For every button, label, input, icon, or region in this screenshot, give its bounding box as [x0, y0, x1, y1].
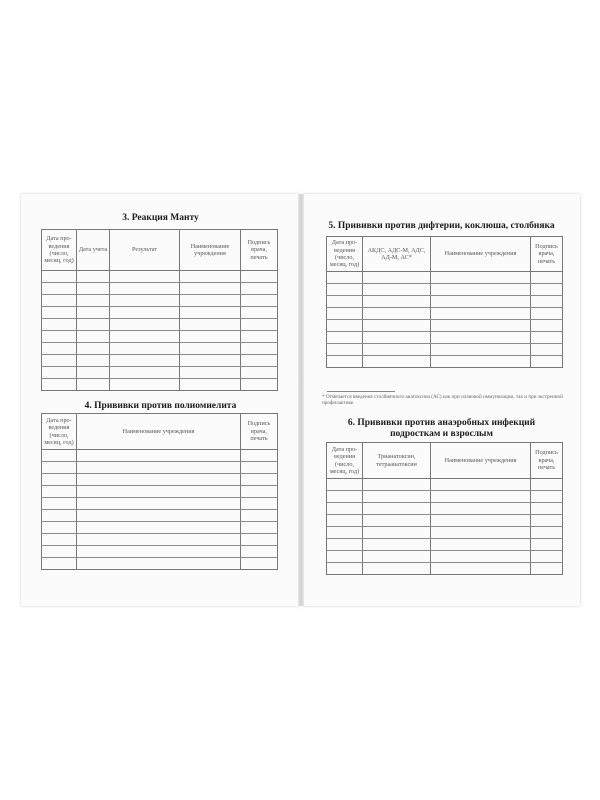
empty-cell[interactable] [110, 379, 180, 391]
empty-cell[interactable] [531, 479, 563, 491]
empty-cell[interactable] [110, 343, 180, 355]
footnote-text: * Отмечается введение столбнячного анатоксина (АС) как при плановой иммунизации, так и при экстренной профилактике. [322, 394, 563, 407]
empty-cell[interactable] [431, 308, 531, 320]
header-institution: Наименование учреждения [180, 230, 241, 271]
table-row [42, 355, 278, 367]
empty-cell[interactable] [241, 307, 278, 319]
empty-cell[interactable] [42, 498, 77, 510]
empty-cell[interactable] [77, 486, 241, 498]
empty-cell[interactable] [180, 379, 241, 391]
empty-cell[interactable] [77, 295, 110, 307]
empty-cell[interactable] [180, 343, 241, 355]
empty-cell[interactable] [363, 539, 431, 551]
header-result: Результат [110, 230, 180, 271]
table-row [327, 296, 563, 308]
polio-table [41, 413, 278, 570]
empty-cell[interactable] [77, 379, 110, 391]
table-row [327, 320, 563, 332]
empty-cell[interactable] [431, 296, 531, 308]
empty-cell[interactable] [77, 355, 110, 367]
empty-cell[interactable] [42, 367, 77, 379]
table-row [42, 450, 278, 462]
mantoux-table [41, 229, 278, 391]
empty-cell[interactable] [327, 272, 363, 284]
header-signature: Подпись врача, печать [241, 230, 278, 271]
header-reading-date: Дата учета [77, 230, 110, 271]
table-row [327, 563, 563, 575]
header-date: Дата про-ведения (число, месяц, год) [42, 230, 77, 271]
empty-cell[interactable] [42, 355, 77, 367]
empty-cell[interactable] [327, 527, 363, 539]
table-row [327, 527, 563, 539]
header-institution: Наименование учреждения [431, 237, 531, 272]
empty-cell[interactable] [110, 295, 180, 307]
empty-cell[interactable] [241, 367, 278, 379]
empty-cell[interactable] [531, 284, 563, 296]
header-signature: Подпись врача, печать [241, 414, 278, 450]
empty-cell[interactable] [241, 474, 278, 486]
empty-cell[interactable] [241, 319, 278, 331]
empty-cell[interactable] [531, 491, 563, 503]
table-row [42, 462, 278, 474]
empty-cell[interactable] [241, 283, 278, 295]
empty-cell[interactable] [431, 332, 531, 344]
empty-cell[interactable] [431, 503, 531, 515]
empty-cell[interactable] [431, 272, 531, 284]
dtp-title: 5. Прививки против дифтерии, коклюша, столбняка [328, 221, 555, 231]
empty-cell[interactable] [327, 479, 363, 491]
empty-cell[interactable] [180, 319, 241, 331]
empty-cell[interactable] [77, 546, 241, 558]
booklet-spine [298, 194, 304, 606]
empty-cell[interactable] [431, 491, 531, 503]
empty-cell[interactable] [531, 296, 563, 308]
empty-cell[interactable] [110, 367, 180, 379]
anaerobic-title-line2: подросткам и взрослым [390, 429, 493, 439]
empty-cell[interactable] [363, 503, 431, 515]
empty-cell[interactable] [363, 551, 431, 563]
empty-cell[interactable] [327, 515, 363, 527]
empty-cell[interactable] [180, 283, 241, 295]
table-row [42, 271, 278, 283]
table-row [327, 272, 563, 284]
empty-cell[interactable] [431, 563, 531, 575]
empty-cell[interactable] [241, 558, 278, 570]
mantoux-title: 3. Реакция Манту [122, 213, 199, 223]
empty-cell[interactable] [180, 367, 241, 379]
empty-cell[interactable] [241, 522, 278, 534]
empty-cell[interactable] [327, 320, 363, 332]
table-row [42, 283, 278, 295]
table-row [42, 307, 278, 319]
empty-cell[interactable] [531, 344, 563, 356]
empty-cell[interactable] [77, 319, 110, 331]
empty-cell[interactable] [363, 491, 431, 503]
empty-cell[interactable] [241, 271, 278, 283]
empty-cell[interactable] [327, 563, 363, 575]
empty-cell[interactable] [42, 474, 77, 486]
empty-cell[interactable] [42, 558, 77, 570]
table-row [42, 379, 278, 391]
empty-cell[interactable] [327, 551, 363, 563]
empty-cell[interactable] [531, 503, 563, 515]
empty-cell[interactable] [531, 551, 563, 563]
empty-cell[interactable] [431, 527, 531, 539]
empty-cell[interactable] [327, 308, 363, 320]
header-date: Дата про-ведения (число, месяц, год) [327, 237, 363, 272]
empty-cell[interactable] [241, 331, 278, 343]
empty-cell[interactable] [241, 379, 278, 391]
empty-cell[interactable] [531, 332, 563, 344]
empty-cell[interactable] [363, 272, 431, 284]
empty-cell[interactable] [77, 498, 241, 510]
empty-cell[interactable] [431, 356, 531, 368]
empty-cell[interactable] [42, 462, 77, 474]
empty-cell[interactable] [531, 539, 563, 551]
empty-cell[interactable] [363, 308, 431, 320]
table-row [327, 308, 563, 320]
empty-cell[interactable] [42, 534, 77, 546]
header-date: Дата про-ведения (число, месяц, год) [327, 443, 363, 479]
header-institution: Наименование учреждения [431, 443, 531, 479]
header-vaccine-type: Трианатоксин, тетраанатоксин [363, 443, 431, 479]
empty-cell[interactable] [431, 539, 531, 551]
table-row [42, 331, 278, 343]
empty-cell[interactable] [431, 515, 531, 527]
empty-cell[interactable] [180, 307, 241, 319]
empty-cell[interactable] [327, 491, 363, 503]
empty-cell[interactable] [363, 527, 431, 539]
empty-cell[interactable] [363, 356, 431, 368]
empty-cell[interactable] [327, 332, 363, 344]
table-row [42, 558, 278, 570]
empty-cell[interactable] [110, 319, 180, 331]
empty-cell[interactable] [77, 283, 110, 295]
header-vaccine-type: АКДС, АДС-М, АДС, АД-М, АС* [363, 237, 431, 272]
empty-cell[interactable] [77, 522, 241, 534]
empty-cell[interactable] [42, 343, 77, 355]
table-row [327, 479, 563, 491]
empty-cell[interactable] [110, 271, 180, 283]
empty-cell[interactable] [42, 486, 77, 498]
table-row [42, 343, 278, 355]
empty-cell[interactable] [327, 503, 363, 515]
empty-cell[interactable] [77, 343, 110, 355]
empty-cell[interactable] [431, 479, 531, 491]
empty-cell[interactable] [180, 295, 241, 307]
empty-cell[interactable] [363, 515, 431, 527]
empty-cell[interactable] [77, 331, 110, 343]
table-row [327, 356, 563, 368]
empty-cell[interactable] [363, 284, 431, 296]
empty-cell[interactable] [241, 355, 278, 367]
empty-cell[interactable] [363, 296, 431, 308]
empty-cell[interactable] [327, 356, 363, 368]
empty-cell[interactable] [431, 284, 531, 296]
empty-cell[interactable] [110, 283, 180, 295]
empty-cell[interactable] [77, 474, 241, 486]
empty-cell[interactable] [42, 271, 77, 283]
empty-cell[interactable] [42, 450, 77, 462]
empty-cell[interactable] [42, 307, 77, 319]
empty-cell[interactable] [77, 462, 241, 474]
empty-cell[interactable] [241, 546, 278, 558]
table-row [327, 539, 563, 551]
header-date: Дата про-ведения (число, месяц, год) [42, 414, 77, 450]
empty-cell[interactable] [363, 479, 431, 491]
empty-cell[interactable] [42, 331, 77, 343]
table-row [327, 515, 563, 527]
table-row [327, 332, 563, 344]
empty-cell[interactable] [180, 331, 241, 343]
empty-cell[interactable] [77, 510, 241, 522]
empty-cell[interactable] [531, 515, 563, 527]
empty-cell[interactable] [241, 450, 278, 462]
empty-cell[interactable] [531, 308, 563, 320]
polio-title: 4. Прививки против полиомиелита [84, 401, 237, 411]
table-row [42, 486, 278, 498]
empty-cell[interactable] [42, 510, 77, 522]
table-row [42, 295, 278, 307]
empty-cell[interactable] [241, 498, 278, 510]
empty-cell[interactable] [241, 534, 278, 546]
empty-cell[interactable] [77, 450, 241, 462]
header-signature: Подпись врача, печать [531, 443, 563, 479]
table-row [42, 498, 278, 510]
empty-cell[interactable] [363, 344, 431, 356]
table-row [42, 474, 278, 486]
empty-cell[interactable] [431, 344, 531, 356]
table-row [42, 546, 278, 558]
empty-cell[interactable] [180, 355, 241, 367]
table-row [42, 522, 278, 534]
empty-cell[interactable] [363, 320, 431, 332]
empty-cell[interactable] [77, 558, 241, 570]
anaerobic-title-line1: 6. Прививки против анаэробных инфекций [347, 418, 536, 428]
empty-cell[interactable] [42, 379, 77, 391]
empty-cell[interactable] [42, 319, 77, 331]
empty-cell[interactable] [241, 510, 278, 522]
empty-cell[interactable] [77, 271, 110, 283]
table-row [327, 284, 563, 296]
empty-cell[interactable] [431, 320, 531, 332]
table-row [327, 491, 563, 503]
empty-cell[interactable] [241, 462, 278, 474]
footnote-divider [327, 391, 395, 392]
empty-cell[interactable] [241, 295, 278, 307]
table-row [42, 534, 278, 546]
empty-cell[interactable] [42, 546, 77, 558]
dtp-table [326, 236, 563, 368]
empty-cell[interactable] [241, 343, 278, 355]
empty-cell[interactable] [42, 283, 77, 295]
empty-cell[interactable] [327, 296, 363, 308]
empty-cell[interactable] [110, 331, 180, 343]
table-row [327, 503, 563, 515]
empty-cell[interactable] [431, 551, 531, 563]
table-row [42, 319, 278, 331]
empty-cell[interactable] [327, 539, 363, 551]
header-institution: Наименование учреждения [77, 414, 241, 450]
table-row [327, 551, 563, 563]
empty-cell[interactable] [327, 344, 363, 356]
empty-cell[interactable] [531, 272, 563, 284]
empty-cell[interactable] [110, 355, 180, 367]
empty-cell[interactable] [241, 486, 278, 498]
empty-cell[interactable] [363, 563, 431, 575]
table-row [42, 367, 278, 379]
empty-cell[interactable] [531, 527, 563, 539]
anaerobic-table [326, 442, 563, 575]
empty-cell[interactable] [42, 295, 77, 307]
empty-cell[interactable] [363, 332, 431, 344]
table-row [327, 344, 563, 356]
table-row [42, 510, 278, 522]
empty-cell[interactable] [77, 307, 110, 319]
empty-cell[interactable] [42, 522, 77, 534]
empty-cell[interactable] [531, 320, 563, 332]
empty-cell[interactable] [77, 367, 110, 379]
empty-cell[interactable] [531, 563, 563, 575]
empty-cell[interactable] [531, 356, 563, 368]
empty-cell[interactable] [110, 307, 180, 319]
empty-cell[interactable] [180, 271, 241, 283]
header-signature: Подпись врача, печать [531, 237, 563, 272]
empty-cell[interactable] [327, 284, 363, 296]
empty-cell[interactable] [77, 534, 241, 546]
